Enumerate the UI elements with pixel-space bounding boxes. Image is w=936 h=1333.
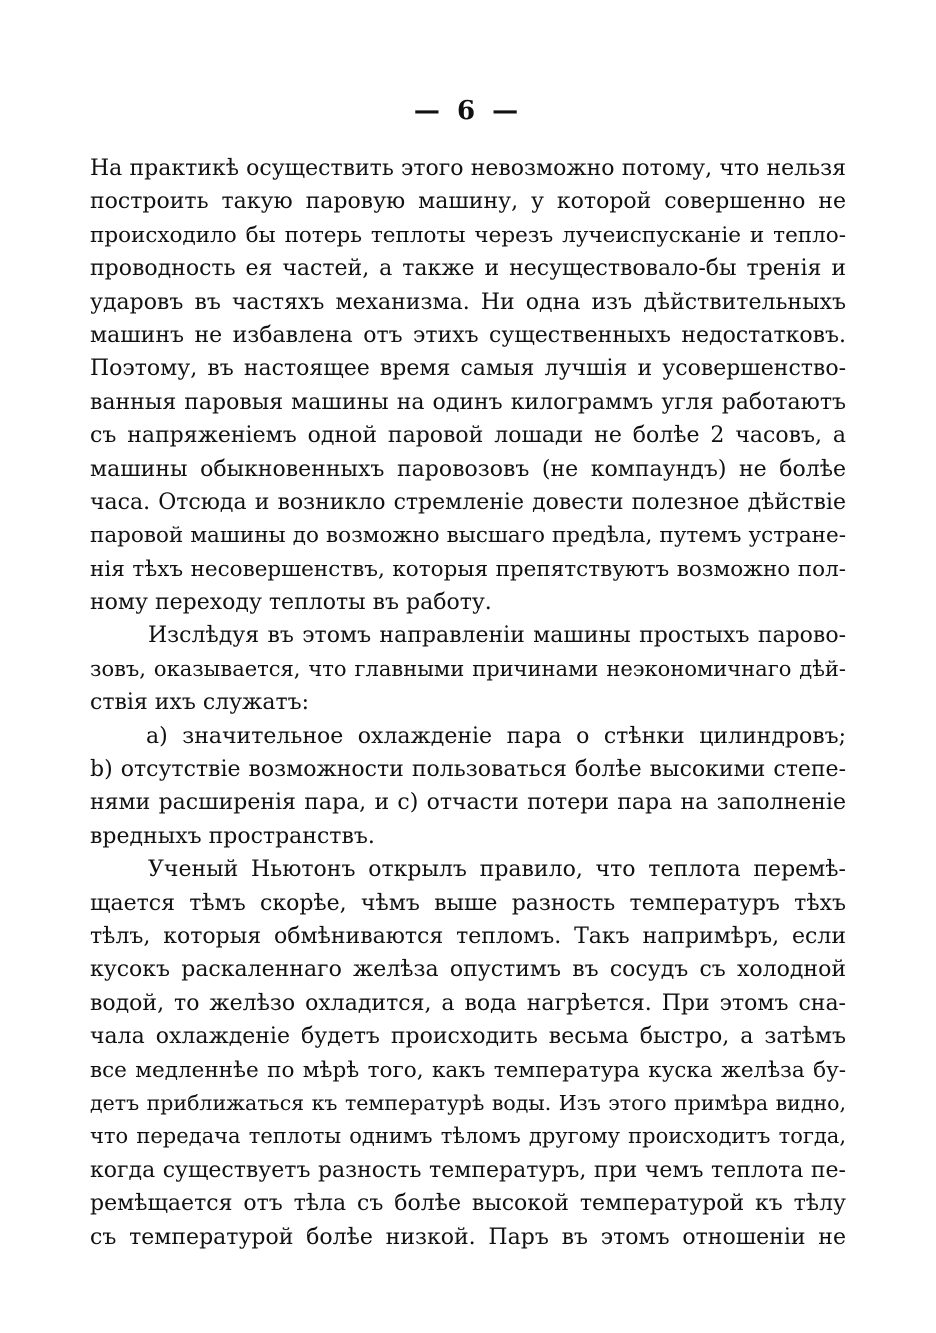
text-line: водой, то желѣзо охладится, а вода нагрѣется. При этомъ сна- bbox=[90, 990, 846, 1016]
text-line: машинъ не избавлена отъ этихъ существенныхъ недостатковъ. bbox=[90, 322, 846, 348]
text-line: вредныхъ пространствъ. bbox=[90, 823, 375, 849]
text-line: паровой машины до возможно высшаго предѣла, путемъ устране- bbox=[90, 523, 846, 549]
text-line: ремѣщается отъ тѣла съ болѣе высокой температурой къ тѣлу bbox=[90, 1191, 846, 1217]
text-line: проводность ея частей, а также и несуществовало-бы тренія и bbox=[90, 256, 846, 282]
text-line: что передача теплоты однимъ тѣломъ другому происходитъ тогда, bbox=[90, 1124, 846, 1149]
text-line: тѣлъ, которыя обмѣниваются тепломъ. Такъ напримѣръ, если bbox=[90, 923, 846, 949]
text-line: часа. Отсюда и возникло стремленіе довести полезное дѣйствіе bbox=[90, 489, 846, 515]
text-line: все медленнѣе по мѣрѣ того, какъ температура куска желѣза бу- bbox=[90, 1057, 846, 1083]
text-line: b) отсутствіе возможности пользоваться болѣе высокими степе- bbox=[90, 757, 846, 783]
text-line: ударовъ въ частяхъ механизма. Ни одна изъ дѣйствительныхъ bbox=[90, 289, 846, 315]
text-line: съ напряженіемъ одной паровой лошади не болѣе 2 часовъ, а bbox=[90, 423, 846, 449]
text-line: происходило бы потерь теплоты черезъ лучеиспусканіе и тепло- bbox=[90, 222, 846, 248]
text-line: Изслѣдуя въ этомъ направленіи машины простыхъ парово- bbox=[148, 623, 846, 649]
page-number: — 6 — bbox=[413, 96, 523, 126]
text-line: нями расширенія пара, и c) отчасти потери пара на заполненіе bbox=[90, 790, 846, 816]
body-text bbox=[90, 152, 846, 1254]
text-line: ному переходу теплоты въ работу. bbox=[90, 590, 492, 616]
text-line: щается тѣмъ скорѣе, чѣмъ выше разность температуръ тѣхъ bbox=[90, 890, 846, 916]
text-line: Поэтому, въ настоящее время самыя лучшія и усовершенство- bbox=[90, 356, 846, 382]
text-line: нія тѣхъ несовершенствъ, которыя препятствуютъ возможно пол- bbox=[90, 556, 846, 582]
text-line: детъ приближаться къ температурѣ воды. Изъ этого примѣра видно, bbox=[90, 1090, 846, 1115]
text-line: a) значительное охлажденіе пара о стѣнки цилиндровъ; bbox=[146, 723, 846, 749]
text-line: ванныя паровыя машины на одинъ килограммъ угля работаютъ bbox=[90, 389, 846, 415]
text-line: зовъ, оказывается, что главными причинами неэкономичнаго дѣй- bbox=[90, 656, 846, 681]
text-line: Ученый Ньютонъ открылъ правило, что теплота перемѣ- bbox=[148, 857, 846, 883]
text-line: построить такую паровую машину, у которой совершенно не bbox=[90, 189, 846, 215]
text-line: когда существуетъ разность температуръ, при чемъ теплота пе- bbox=[90, 1157, 846, 1183]
text-line: машины обыкновенныхъ паровозовъ (не компаундъ) не болѣе bbox=[90, 456, 846, 482]
text-line: ствія ихъ служатъ: bbox=[90, 690, 310, 716]
text-line: На практикѣ осуществить этого невозможно потому, что нельзя bbox=[90, 156, 846, 181]
text-line: кусокъ раскаленнаго желѣза опустимъ въ сосудъ съ холодной bbox=[90, 957, 846, 983]
text-line: съ температурой болѣе низкой. Паръ въ этомъ отношеніи не bbox=[90, 1224, 846, 1250]
text-line: чала охлажденіе будетъ происходить весьма быстро, а затѣмъ bbox=[90, 1024, 846, 1050]
